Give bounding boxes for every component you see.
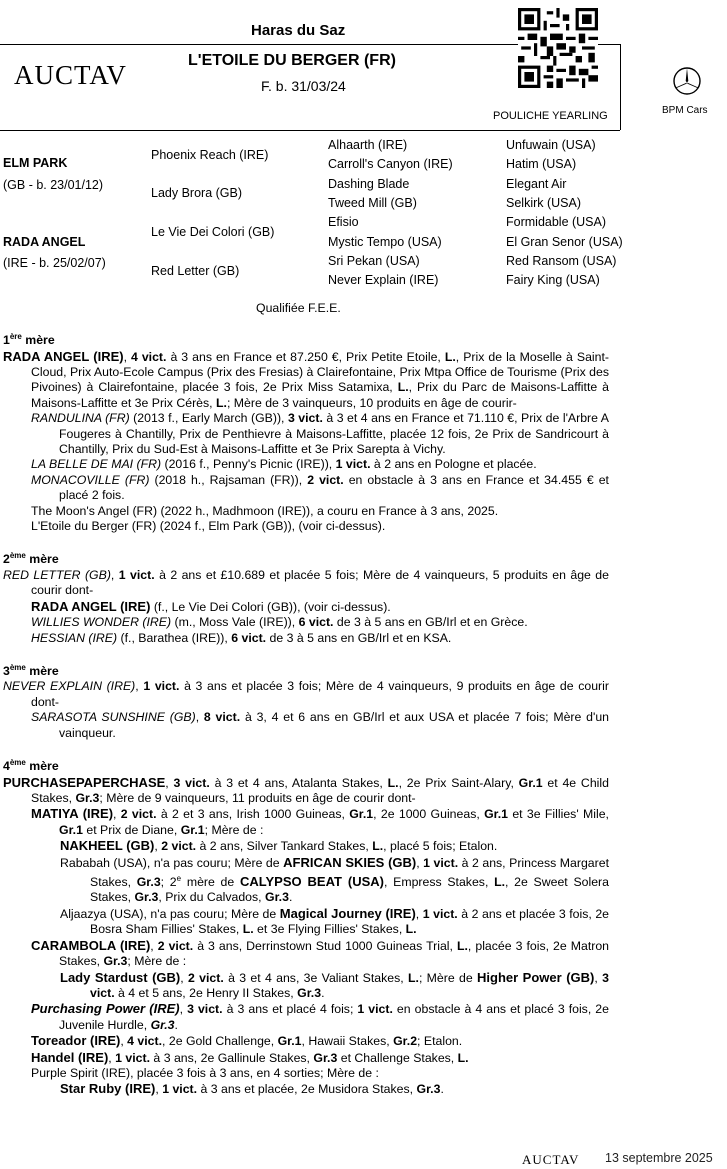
progeny-entry: L'Etoile du Berger (FR) (2024 f., Elm Park (GB)), (voir ci-dessus). — [31, 518, 386, 533]
horse-name: L'ETOILE DU BERGER (FR) — [188, 52, 396, 69]
dam-details: (IRE - b. 25/02/07) — [3, 256, 106, 270]
pedigree-gen4: Formidable (USA) — [506, 215, 607, 229]
pedigree-gen3: Tweed Mill (GB) — [328, 196, 417, 210]
progeny-entry: MATIYA (IRE), 2 vict. à 2 et 3 ans, Irish 1000 Guineas, Gr.1, 2e 1000 Guineas, Gr.1 et 3e Fillies' Mile, Gr.1 et Prix de Diane, Gr.1; Mère de : — [31, 806, 609, 837]
dam-name: RADA ANGEL — [3, 235, 86, 249]
section-heading-2eme-mere: 2ème mère — [3, 551, 59, 567]
section-heading-1ere-mere: 1ère mère — [3, 332, 55, 348]
pedigree-gen3: Dashing Blade — [328, 177, 410, 191]
progeny-entry: Purchasing Power (IRE), 3 vict. à 3 ans et placé 4 fois; 1 vict. en obstacle à 4 ans et placé 3 fois, 2e Juvenile Hurdle, Gr.3. — [31, 1001, 609, 1032]
category-label: POULICHE YEARLING — [493, 110, 608, 122]
pedigree-gen3: Mystic Tempo (USA) — [328, 235, 442, 249]
pedigree-gen2: Le Vie Dei Colori (GB) — [151, 225, 275, 239]
section-heading-4eme-mere: 4ème mère — [3, 758, 59, 774]
pedigree-gen4: Fairy King (USA) — [506, 273, 600, 287]
qualification-note: Qualifiée F.E.E. — [256, 301, 341, 315]
qr-code-icon — [518, 8, 598, 88]
pedigree-gen3: Alhaarth (IRE) — [328, 138, 408, 152]
pedigree-gen4: Elegant Air — [506, 177, 567, 191]
progeny-entry: The Moon's Angel (FR) (2022 h., Madhmoon (IRE)), a couru en France à 3 ans, 2025. — [31, 503, 499, 518]
sire-name: ELM PARK — [3, 156, 68, 170]
progeny-entry: Handel (IRE), 1 vict. à 3 ans, 2e Gallinule Stakes, Gr.3 et Challenge Stakes, L. — [31, 1049, 469, 1065]
dam-record: NEVER EXPLAIN (IRE), 1 vict. à 3 ans et placée 3 fois; Mère de 4 vainqueurs, 9 produits en âge de courir dont- — [3, 679, 609, 709]
footer-logo: AUCTAV — [522, 1152, 580, 1167]
mercedes-star-icon — [672, 66, 702, 96]
pedigree-gen3: Never Explain (IRE) — [328, 273, 439, 287]
header-frame-bottom — [0, 130, 620, 131]
progeny-entry: SARASOTA SUNSHINE (GB), 8 vict. à 3, 4 et 6 ans en GB/Irl et aux USA et placée 7 fois; Mère d'un vainqueur. — [31, 710, 609, 740]
pedigree-gen3: Carroll's Canyon (IRE) — [328, 157, 453, 171]
progeny-entry: Lady Stardust (GB), 2 vict. à 3 et 4 ans, 3e Valiant Stakes, L.; Mère de Higher Power (GB), 3 vict. à 4 et 5 ans, 2e Henry II Stakes, Gr.3. — [60, 969, 609, 1000]
section-heading-3eme-mere: 3ème mère — [3, 662, 59, 678]
header-frame-right — [620, 44, 621, 130]
progeny-record — [3, 329, 609, 1098]
progeny-entry: HESSIAN (IRE) (f., Barathea (IRE)), 6 vict. de 3 à 5 ans en GB/Irl et en KSA. — [31, 630, 452, 645]
progeny-entry: MONACOVILLE (FR) (2018 h., Rajsaman (FR)), 2 vict. en obstacle à 3 ans en France et 34.455 € et placé 2 fois. — [31, 472, 609, 503]
pedigree-gen2: Red Letter (GB) — [151, 264, 240, 278]
progeny-entry: RADA ANGEL (IRE) (f., Le Vie Dei Colori (GB)), (voir ci-dessus). — [31, 598, 391, 614]
pedigree-gen3: Sri Pekan (USA) — [328, 254, 420, 268]
progeny-entry: LA BELLE DE MAI (FR) (2016 f., Penny's Picnic (IRE)), 1 vict. à 2 ans en Pologne et placée. — [31, 457, 537, 472]
dam-record: RED LETTER (GB), 1 vict. à 2 ans et £10.689 et placée 5 fois; Mère de 4 vainqueurs, 5 produits en âge de courir dont- — [3, 567, 609, 598]
progeny-entry: Toreador (IRE), 4 vict., 2e Gold Challenge, Gr.1, Hawaii Stakes, Gr.2; Etalon. — [31, 1033, 463, 1049]
sponsor-name: BPM Cars — [662, 105, 708, 116]
pedigree-gen4: Red Ransom (USA) — [506, 254, 617, 268]
progeny-entry: RANDULINA (FR) (2013 f., Early March (GB)), 3 vict. à 3 et 4 ans en France et 71.110 €, Prix de l'Arbre A Fougeres à Chantilly, Prix de Penthievre à Maisons-Laffitte, placée 12 fois, 2e Prix de Sandricourt à Chantilly, Prix du Sud-Est à Maisons-Laffitte et 3e Prix Sarepta à Vichy. — [31, 411, 609, 456]
progeny-entry: NAKHEEL (GB), 2 vict. à 2 ans, Silver Tankard Stakes, L., placé 5 fois; Etalon. — [60, 838, 498, 854]
pedigree-gen4: Hatim (USA) — [506, 157, 577, 171]
pedigree-gen2: Lady Brora (GB) — [151, 186, 243, 200]
progeny-entry: Purple Spirit (IRE), placée 3 fois à 3 ans, en 4 sorties; Mère de : — [31, 1065, 379, 1080]
progeny-entry: CARAMBOLA (IRE), 2 vict. à 3 ans, Derrinstown Stud 1000 Guineas Trial, L., placée 3 fois, 2e Matron Stakes, Gr.3; Mère de : — [31, 937, 610, 969]
pedigree-gen3: Efisio — [328, 215, 359, 229]
progeny-entry: Star Ruby (IRE), 1 vict. à 3 ans et placée, 2e Musidora Stakes, Gr.3. — [60, 1081, 444, 1097]
pedigree-gen4: Unfuwain (USA) — [506, 138, 596, 152]
sire-details: (GB - b. 23/01/12) — [3, 178, 104, 192]
footer-date: 13 septembre 2025 — [605, 1151, 713, 1165]
pedigree-gen4: Selkirk (USA) — [506, 196, 582, 210]
horse-details: F. b. 31/03/24 — [261, 78, 346, 94]
progeny-entry: Aljaazya (USA), n'a pas couru; Mère de Magical Journey (IRE), 1 vict. à 2 ans et placée 3 fois, 2e Bosra Sham Fillies' Stakes, L. et 3e Flying Fillies' Stakes, L. — [60, 905, 609, 937]
progeny-entry: Rababah (USA), n'a pas couru; Mère de AFRICAN SKIES (GB), 1 vict. à 2 ans, Princess Margaret Stakes, Gr.3; 2e mère de CALYPSO BEAT (USA), Empress Stakes, L., 2e Sweet Solera Stakes, Gr.3, Prix du Calvados, Gr.3. — [60, 854, 609, 905]
progeny-entry: WILLIES WONDER (IRE) (m., Moss Vale (IRE)), 6 vict. de 3 à 5 ans en GB/Irl et en Grèce. — [31, 615, 528, 630]
dam-record: PURCHASEPAPERCHASE, 3 vict. à 3 et 4 ans, Atalanta Stakes, L., 2e Prix Saint-Alary, Gr.1 et 4e Child Stakes, Gr.3; Mère de 9 vainqueurs, 11 produits en âge de courir dont- — [3, 774, 609, 805]
stud-name: Haras du Saz — [251, 22, 346, 39]
pedigree-gen2: Phoenix Reach (IRE) — [151, 148, 269, 162]
pedigree-gen4: El Gran Senor (USA) — [506, 235, 623, 249]
dam-record: RADA ANGEL (IRE), 4 vict. à 3 ans en France et 87.250 €, Prix Petite Etoile, L., Prix de la Moselle à Saint-Cloud, Prix Auto-Ecole Campus (Prix des Fresias) à Clairefontaine, Prix Mtpa Office de Tourisme (Prix des Pivoines) à Clairefontaine, placée 3 fois, 2e Prix Miss Satamixa, L., Prix du Parc de Maisons-Laffitte à Maisons-Laffitte et 3e Prix Cérès, L.; Mère de 3 vainqueurs, 10 produits en âge de courir- — [3, 348, 609, 410]
auctav-logo: AUCTAV — [14, 60, 127, 90]
